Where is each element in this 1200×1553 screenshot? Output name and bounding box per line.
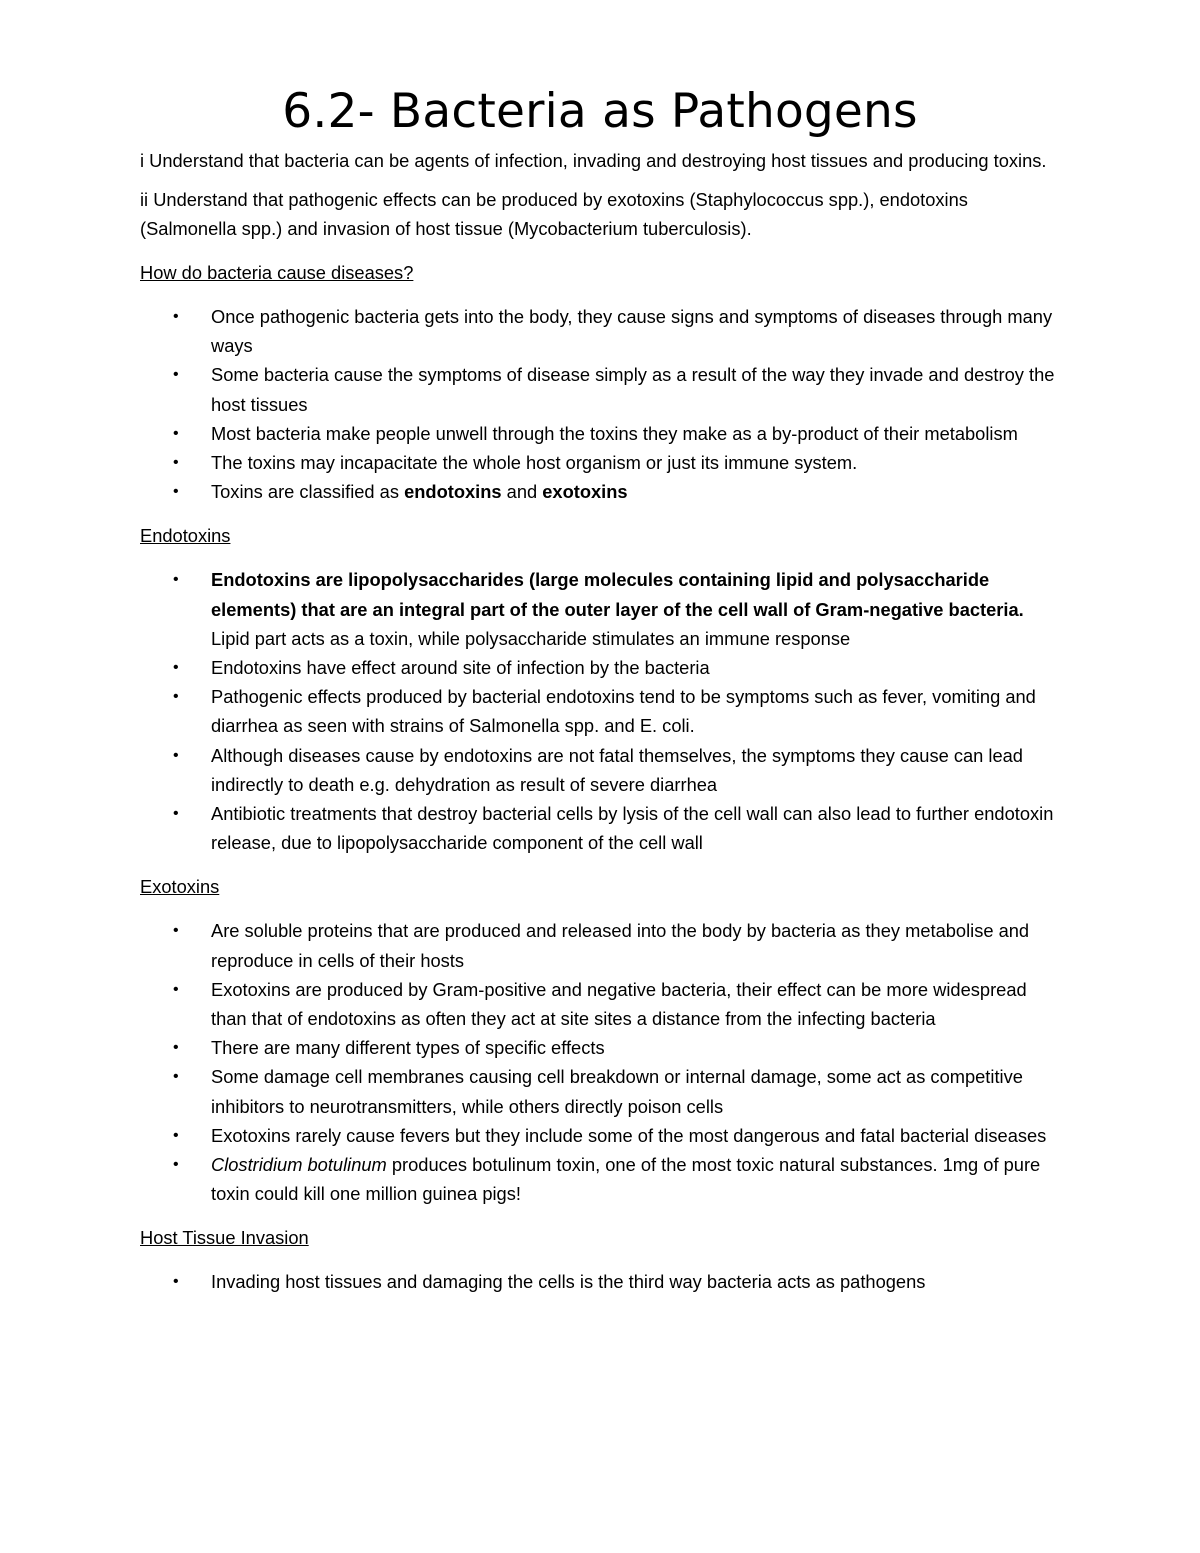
causes-list — [140, 302, 1060, 506]
bullet-icon: • — [173, 980, 179, 998]
bullet-icon: • — [173, 308, 179, 325]
section-heading-invasion: Host Tissue Invasion — [140, 1227, 309, 1249]
bullet-icon: • — [173, 1039, 179, 1057]
bullet-icon: • — [173, 688, 179, 706]
list-item: • Although diseases cause by endotoxins are not fatal themselves, the symptoms they cause can lead indirectly to death e.g. dehydration as result of severe diarrhea — [140, 741, 1060, 799]
bullet-icon: • — [173, 746, 179, 764]
bullet-icon: • — [173, 424, 179, 442]
list-item: • Some bacteria cause the symptoms of disease simply as a result of the way they invade and destroy the host tissues — [140, 360, 1060, 418]
list-item: • Exotoxins rarely cause fevers but they include some of the most dangerous and fatal bacterial diseases — [140, 1121, 1060, 1150]
list-item: • The toxins may incapacitate the whole host organism or just its immune system. — [140, 448, 1060, 477]
list-item: • Toxins are classified as endotoxins and exotoxins — [140, 477, 1060, 506]
bullet-icon: • — [173, 659, 179, 677]
list-item: • Endotoxins are lipopolysaccharides (large molecules containing lipid and polysaccharide elements) that are an integral part of the outer layer of the cell wall of Gram-negative bacteria. Lipid part acts as a toxin, while polysaccharide stimulates an immune response — [140, 565, 1060, 653]
list-item: • Antibiotic treatments that destroy bacterial cells by lysis of the cell wall can also lead to further endotoxin release, due to lipopolysaccharide component of the cell wall — [140, 799, 1060, 857]
list-item: • Pathogenic effects produced by bacterial endotoxins tend to be symptoms such as fever, vomiting and diarrhea as seen with strains of Salmonella spp. and E. coli. — [140, 682, 1060, 740]
invasion-list — [140, 1267, 1060, 1296]
list-item: • Exotoxins are produced by Gram-positive and negative bacteria, their effect can be more widespread than that of endotoxins as often they act at site sites a distance from the infecting bacteria — [140, 975, 1060, 1033]
bullet-icon: • — [173, 1126, 179, 1144]
list-item: • There are many different types of specific effects — [140, 1033, 1060, 1062]
bullet-icon: • — [173, 454, 179, 472]
bullet-icon: • — [173, 483, 179, 501]
bullet-icon: • — [173, 922, 179, 940]
bullet-icon: • — [173, 1273, 179, 1291]
bullet-icon: • — [173, 805, 179, 823]
bullet-icon: • — [173, 571, 179, 589]
bullet-icon: • — [173, 1156, 179, 1174]
bullet-icon: • — [173, 1068, 179, 1086]
list-item: • Once pathogenic bacteria gets into the body, they cause signs and symptoms of diseases through many ways — [140, 302, 1060, 360]
bullet-icon: • — [173, 366, 179, 384]
objective-2: ii Understand that pathogenic effects can be produced by exotoxins (Staphylococcus spp.), endotoxins (Salmonella spp.) and invasion of host tissue (Mycobacterium tuberculosis). — [140, 189, 968, 239]
section-heading-exotoxins: Exotoxins — [140, 876, 220, 898]
list-item: • Invading host tissues and damaging the cells is the third way bacteria acts as pathogens — [140, 1267, 1060, 1296]
list-item: • Clostridium botulinum produces botulinum toxin, one of the most toxic natural substances. 1mg of pure toxin could kill one million guinea pigs! — [140, 1150, 1060, 1208]
list-item: • Endotoxins have effect around site of infection by the bacteria — [140, 653, 1060, 682]
section-heading-causes: How do bacteria cause diseases? — [140, 262, 414, 283]
list-item: • Some damage cell membranes causing cell breakdown or internal damage, some act as competitive inhibitors to neurotransmitters, while others directly poison cells — [140, 1062, 1060, 1120]
exotoxins-list — [140, 916, 1060, 1208]
document-page — [140, 0, 1060, 1297]
list-item: • Are soluble proteins that are produced and released into the body by bacteria as they metabolise and reproduce in cells of their hosts — [140, 916, 1060, 974]
page-title: 6.2- Bacteria as Pathogens — [282, 84, 918, 139]
endotoxins-list — [140, 565, 1060, 857]
section-heading-endotoxins: Endotoxins — [140, 525, 231, 547]
list-item: • Most bacteria make people unwell through the toxins they make as a by-product of their metabolism — [140, 419, 1060, 448]
objective-1: i Understand that bacteria can be agents of infection, invading and destroying host tissues and producing toxins. — [140, 150, 1047, 171]
